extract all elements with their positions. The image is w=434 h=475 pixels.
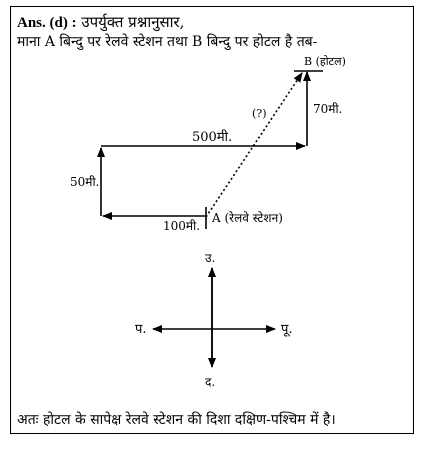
- unknown-label: (?): [252, 107, 267, 120]
- answer-label: Ans. (d) :: [17, 15, 77, 31]
- compass-north: उ.: [205, 251, 216, 265]
- distance-100m: 100मी.: [163, 219, 201, 233]
- point-a-label: A (रेलवे स्टेशन): [212, 211, 283, 225]
- point-b-label: B (होटल): [304, 55, 346, 68]
- compass: [135, 251, 293, 389]
- answer-intro: उपर्युक्त प्रश्नानुसार,: [81, 13, 185, 31]
- compass-east: पू.: [281, 322, 293, 337]
- distance-50m: 50मी.: [70, 175, 100, 189]
- distance-70m: 70मी.: [313, 102, 343, 116]
- distance-500m: 500मी.: [192, 130, 233, 145]
- compass-west: प.: [135, 322, 147, 337]
- assumption-text: माना A बिन्दु पर रेलवे स्टेशन तथा B बिन्दु पर होटल है तब-: [17, 34, 318, 50]
- compass-south: द.: [205, 375, 216, 389]
- unknown-direction-line: [206, 73, 302, 217]
- conclusion-text: अतः होटल के सापेक्ष रेलवे स्टेशन की दिशा दक्षिण-पश्चिम में है।: [17, 412, 336, 428]
